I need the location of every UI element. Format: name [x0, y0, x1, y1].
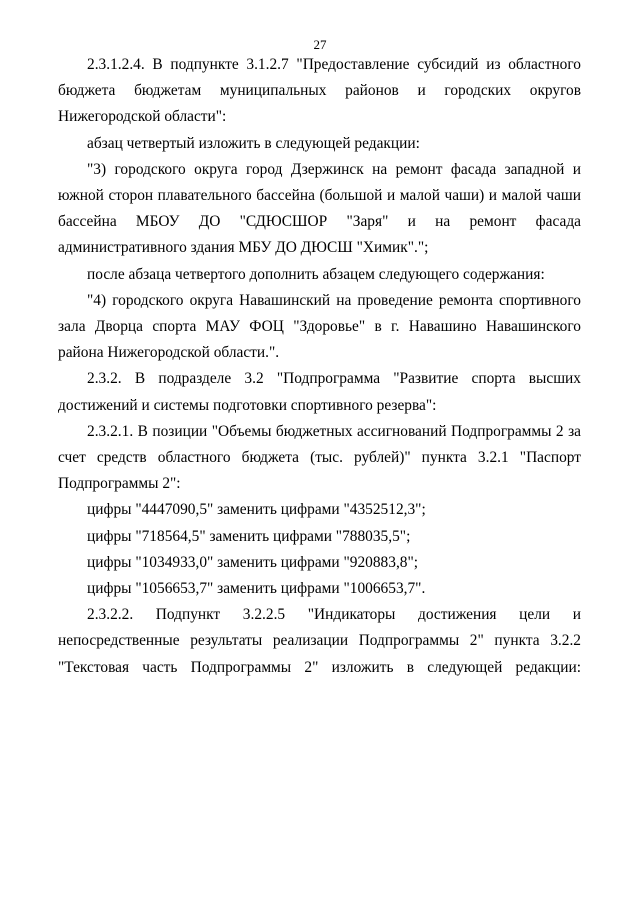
paragraph-item-3-dzerzhinsk: "3) городского округа город Дзержинск на ремонт фасада западной и южной сторон плавательного бассейна (большой и малой чаши) и малой чаши бассейна МБОУ ДО "СДЮСШОР "Заря" и на ремонт фасада административного здания МБУ ДО ДЮСШ "Химик"."; [58, 160, 581, 257]
paragraph-item-4-navashino: "4) городского округа Навашинский на проведение ремонта спортивного зала Дворца спорта МАУ ФОЦ "Здоровье" в г. Навашино Навашинского района Нижегородской области.". [58, 291, 581, 362]
paragraph-replace-figures-1: цифры "4447090,5" заменить цифрами "4352512,3"; [87, 501, 426, 519]
paragraph-replace-figures-4: цифры "1056653,7" заменить цифрами "1006653,7". [87, 580, 426, 598]
paragraph-2-3-2-2: 2.3.2.2. Подпункт 3.2.2.5 "Индикаторы достижения цели и непосредственные результаты реализации Подпрограммы 2" пункта 3.2.2 "Текстовая часть Подпрограммы 2" изложить в следующей редакции: [58, 606, 581, 676]
paragraph-2-3-2: 2.3.2. В подразделе 3.2 "Подпрограмма "Развитие спорта высших достижений и системы подготовки спортивного резерва": [58, 370, 581, 414]
paragraph-2-3-1-2-4: 2.3.1.2.4. В подпункте 3.1.2.7 "Предоставление субсидий из областного бюджета бюджетам муниципальных районов и городских округов Нижегородской области": [58, 56, 581, 126]
paragraph-replace-figures-2: цифры "718564,5" заменить цифрами "788035,5"; [87, 527, 411, 545]
document-body [58, 52, 581, 681]
paragraph-instruction-abzac-4: абзац четвертый изложить в следующей редакции: [87, 134, 420, 152]
page-number: 27 [313, 37, 327, 52]
paragraph-replace-figures-3: цифры "1034933,0" заменить цифрами "920883,8"; [87, 553, 419, 571]
paragraph-2-3-2-1: 2.3.2.1. В позиции "Объемы бюджетных ассигнований Подпрограммы 2 за счет средств областного бюджета (тыс. рублей)" пункта 3.2.1 "Паспорт Подпрограммы 2": [58, 422, 581, 493]
paragraph-instruction-add-abzac: после абзаца четвертого дополнить абзацем следующего содержания: [87, 265, 545, 283]
